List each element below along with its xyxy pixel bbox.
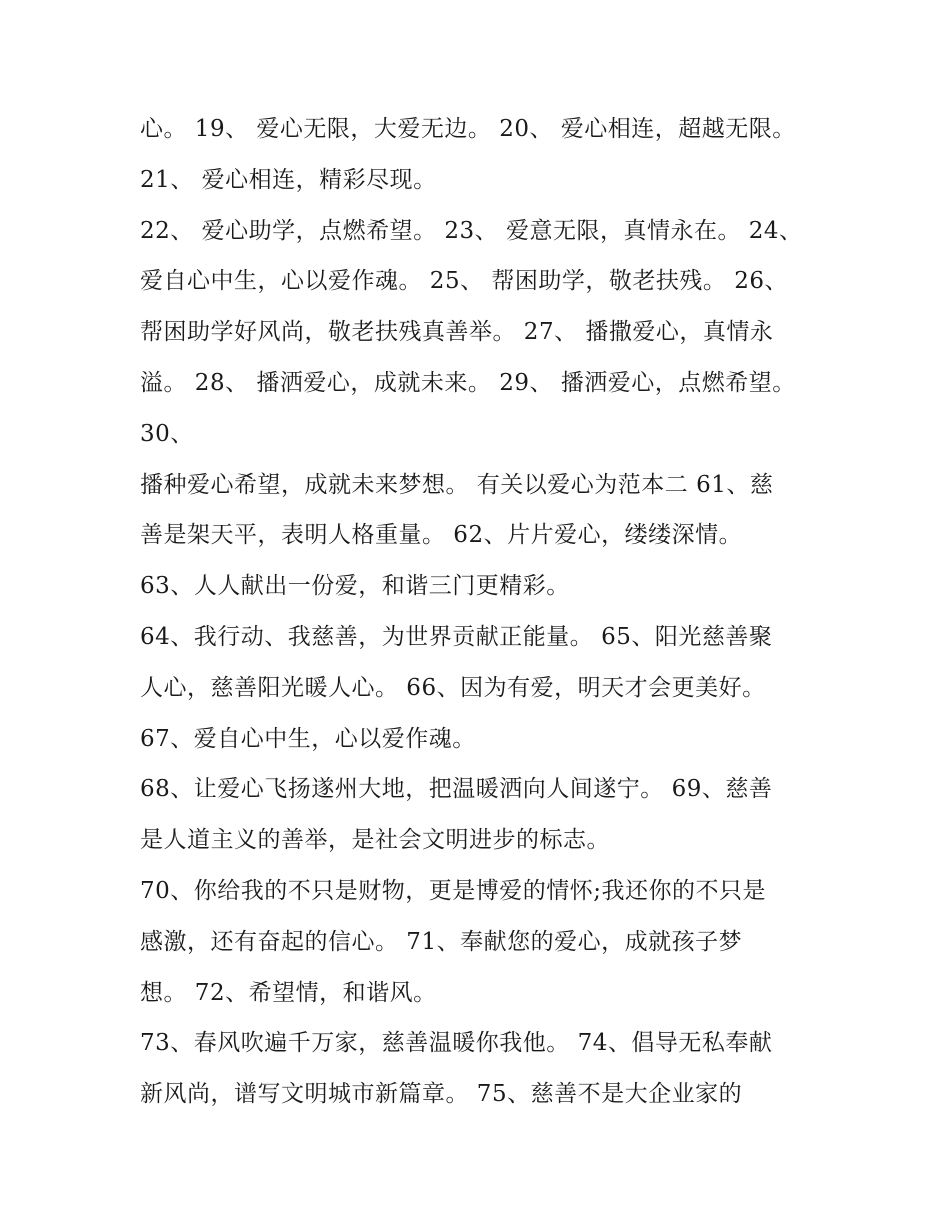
text-line-11: 64、我行动、我慈善，为世界贡献正能量。 65、阳光慈善聚 — [140, 623, 773, 650]
text-line-6: 溢。 28、 播洒爱心，成就未来。 29、 播洒爱心，点燃希望。 — [140, 369, 796, 396]
text-line-12: 人心，慈善阳光暖人心。 66、因为有爱，明天才会更美好。 — [140, 674, 766, 701]
text-line-1: 心。 19、 爱心无限，大爱无边。 20、 爱心相连，超越无限。 — [140, 116, 796, 142]
text-line-18: 想。 72、希望情，和谐风。 — [140, 979, 437, 1006]
text-line-8: 播种爱心希望，成就未来梦想。 有关以爱心为范本二 61、慈 — [140, 471, 774, 498]
text-line-13: 67、爱自心中生，心以爱作魂。 — [140, 725, 476, 752]
text-line-15: 是人道主义的善举，是社会文明进步的标志。 — [140, 827, 610, 854]
text-line-10: 63、人人献出一份爱，和谐三门更精彩。 — [140, 573, 570, 600]
text-line-17: 感激，还有奋起的信心。 71、奉献您的爱心，成就孩子梦 — [140, 928, 743, 955]
text-line-19: 73、春风吹遍千万家，慈善温暖你我他。 74、倡导无私奉献 — [140, 1030, 773, 1057]
text-line-14: 68、让爱心飞扬遂州大地，把温暖洒向人间遂宁。 69、慈善 — [140, 776, 773, 803]
text-line-16: 70、你给我的不只是财物，更是博爱的情怀;我还你的不只是 — [140, 877, 767, 904]
text-line-3: 22、 爱心助学，点燃希望。 23、 爱意无限，真情永在。 24、 — [140, 217, 803, 244]
document-body — [140, 104, 820, 1120]
text-line-5: 帮困助学好风尚，敬老扶残真善举。 27、 播撒爱心，真情永 — [140, 319, 774, 346]
text-line-2: 21、 爱心相连，精彩尽现。 — [140, 166, 437, 193]
text-line-4: 爱自心中生，心以爱作魂。 25、 帮困助学，敬老扶残。 26、 — [140, 268, 788, 295]
text-line-7: 30、 — [140, 420, 194, 447]
text-line-20: 新风尚，谱写文明城市新篇章。 75、慈善不是大企业家的 — [140, 1081, 743, 1108]
text-line-9: 善是架天平，表明人格重量。 62、片片爱心，缕缕深情。 — [140, 522, 743, 549]
